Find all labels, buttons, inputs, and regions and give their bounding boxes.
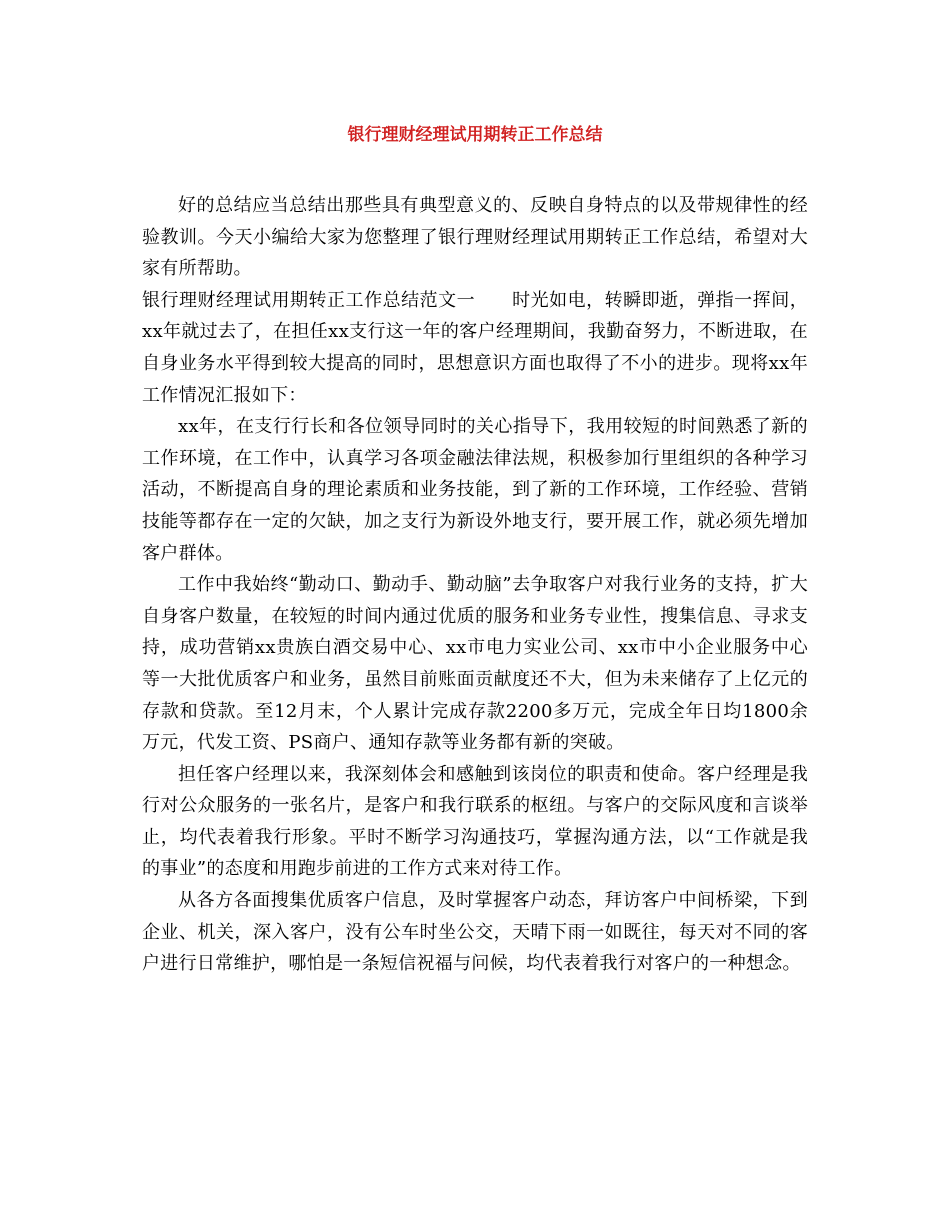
paragraph: 好的总结应当总结出那些具有典型意义的、反映自身特点的以及带规律性的经验教训。今天小编给大家为您整理了银行理财经理试用期转正工作总结，希望对大家有所帮助。 [142, 195, 808, 280]
paragraph: 从各方各面搜集优质客户信息，及时掌握客户动态，拜访客户中间桥梁，下到企业、机关，深入客户，没有公车时坐公交，天晴下雨一如既往，每天对不同的客户进行日常维护，哪怕是一条短信祝福与问候，均代表着我行对客户的一种想念。 [142, 890, 808, 975]
paragraph: 担任客户经理以来，我深刻体会和感触到该岗位的职责和使命。客户经理是我行对公众服务的一张名片，是客户和我行联系的枢纽。与客户的交际风度和言谈举止，均代表着我行形象。平时不断学习沟通技巧，掌握沟通方法，以“工作就是我的事业”的态度和用跑步前进的工作方式来对待工作。 [142, 763, 808, 880]
paragraph: 工作中我始终“勤动口、勤动手、勤动脑”去争取客户对我行业务的支持，扩大自身客户数量，在较短的时间内通过优质的服务和业务专业性，搜集信息、寻求支持，成功营销xx贵族白酒交易中心、xx市电力实业公司、xx市中小企业服务中心等一大批优质客户和业务，虽然目前账面贡献度还不大，但为未来储存了上亿元的存款和贷款。至12月末，个人累计完成存款2200多万元，完成全年日均1800余万元，代发工资、PS商户、通知存款等业务都有新的突破。 [142, 574, 808, 754]
document-title: 银行理财经理试用期转正工作总结 [347, 125, 603, 145]
paragraph: xx年，在支行行长和各位领导同时的关心指导下，我用较短的时间熟悉了新的工作环境，在工作中，认真学习各项金融法律法规，积极参加行里组织的各种学习活动，不断提高自身的理论素质和业务技能，到了新的工作环境，工作经验、营销技能等都存在一定的欠缺，加之支行为新设外地支行，要开展工作，就必须先增加客户群体。 [142, 416, 808, 564]
paragraph: 银行理财经理试用期转正工作总结范文一 时光如电，转瞬即逝，弹指一挥间，xx年就过去了，在担任xx支行这一年的客户经理期间，我勤奋努力，不断进取，在自身业务水平得到较大提高的同时，思想意识方面也取得了不小的进步。现将xx年工作情况汇报如下： [142, 289, 808, 406]
document-body [142, 190, 808, 980]
